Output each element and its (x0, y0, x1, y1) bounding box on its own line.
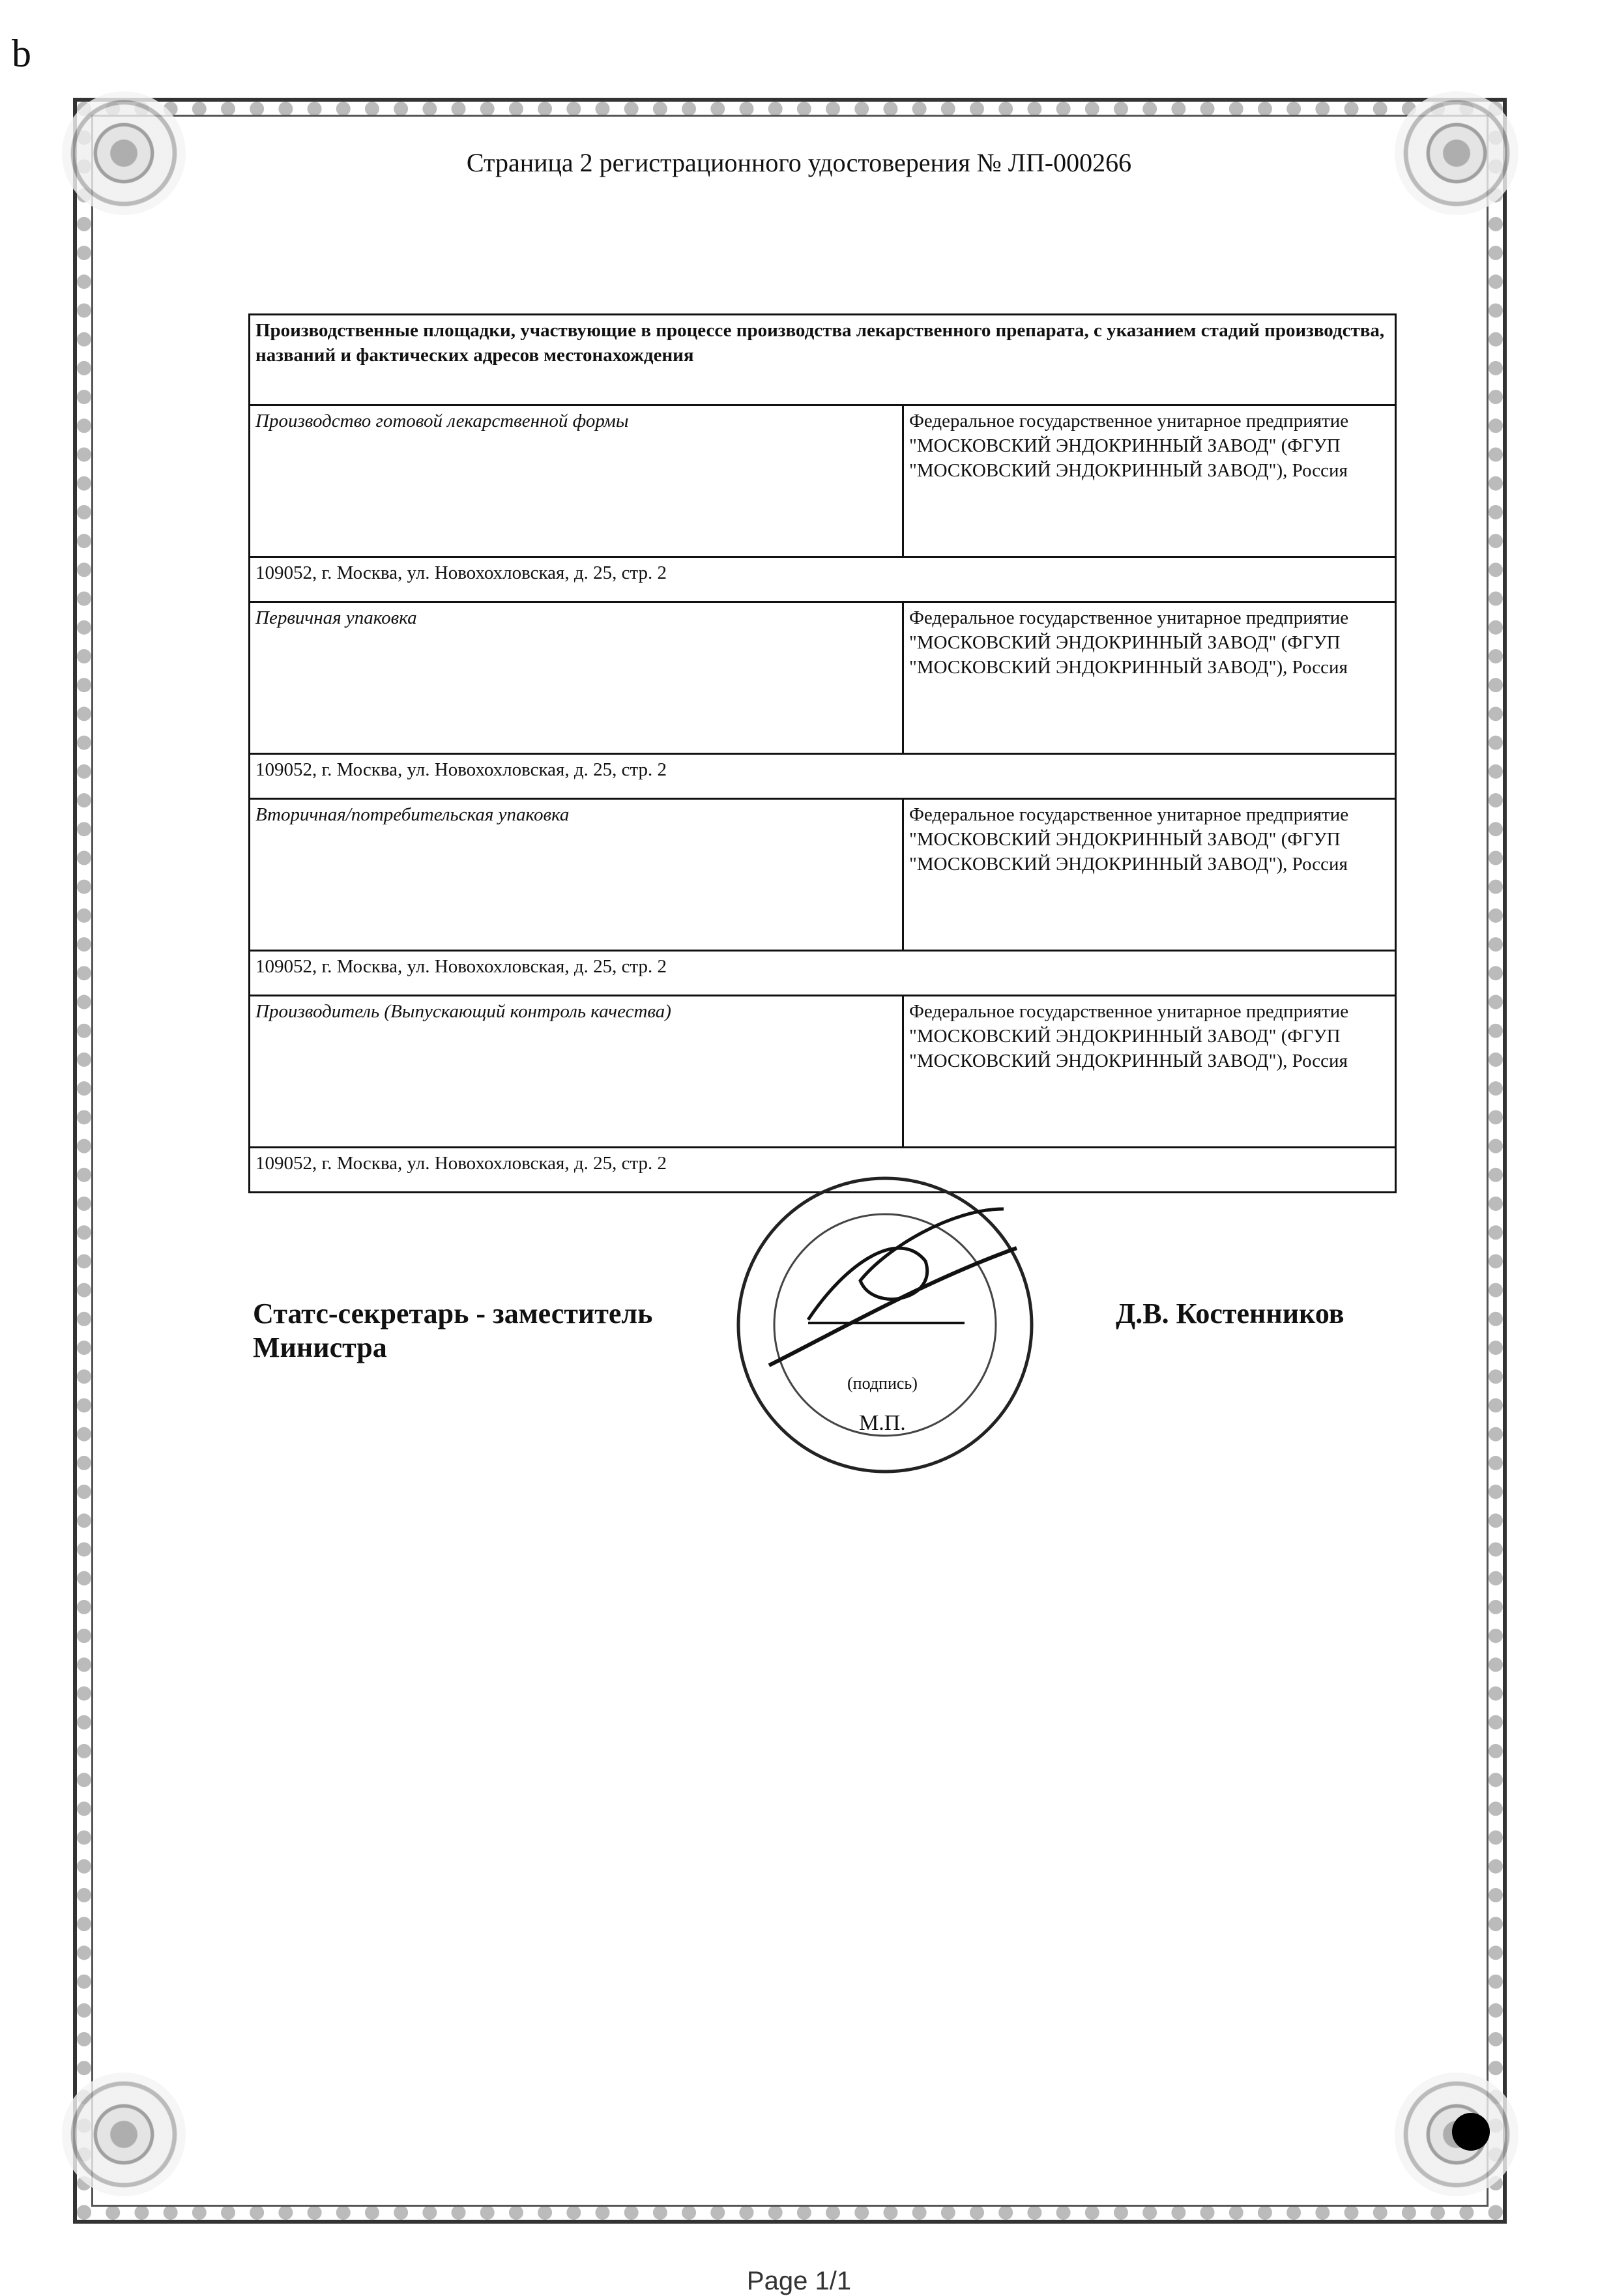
stage-cell: Производство готовой лекарственной формы (250, 405, 903, 557)
table-row (250, 996, 1396, 1148)
position-line-1: Статс-секретарь - заместитель (253, 1298, 653, 1330)
table-header: Производственные площадки, участвующие в процессе производства лекарственного препарата, с указанием стадий производства, названий и фактических адресов местонахождения (250, 315, 1396, 405)
seal-inner-ring (774, 1214, 996, 1436)
address-cell: 109052, г. Москва, ул. Новохохловская, д. 25, стр. 2 (250, 1148, 1396, 1193)
signature-label: (подпись) (847, 1374, 918, 1393)
org-cell: Федеральное государственное унитарное предприятие "МОСКОВСКИЙ ЭНДОКРИННЫЙ ЗАВОД" (ФГУП "МОСКОВСКИЙ ЭНДОКРИННЫЙ ЗАВОД"), Россия (903, 996, 1396, 1148)
production-sites-table (248, 313, 1397, 1193)
black-dot-mark (1452, 2113, 1490, 2151)
table-row (250, 754, 1396, 799)
address-cell: 109052, г. Москва, ул. Новохохловская, д. 25, стр. 2 (250, 754, 1396, 799)
seal-label: М.П. (859, 1411, 906, 1435)
org-cell: Федеральное государственное унитарное предприятие "МОСКОВСКИЙ ЭНДОКРИННЫЙ ЗАВОД" (ФГУП "МОСКОВСКИЙ ЭНДОКРИННЫЙ ЗАВОД"), Россия (903, 602, 1396, 754)
table-row (250, 405, 1396, 557)
handwritten-mark: b (12, 32, 31, 75)
org-cell: Федеральное государственное унитарное предприятие "МОСКОВСКИЙ ЭНДОКРИННЫЙ ЗАВОД" (ФГУП "МОСКОВСКИЙ ЭНДОКРИННЫЙ ЗАВОД"), Россия (903, 405, 1396, 557)
page-footer: Page 1/1 (746, 2267, 852, 2295)
corner-ornament-icon (62, 2072, 186, 2196)
stage-cell: Вторичная/потребительская упаковка (250, 799, 903, 951)
org-cell: Федеральное государственное унитарное предприятие "МОСКОВСКИЙ ЭНДОКРИННЫЙ ЗАВОД" (ФГУП "МОСКОВСКИЙ ЭНДОКРИННЫЙ ЗАВОД"), Россия (903, 799, 1396, 951)
table-row (250, 799, 1396, 951)
page-title: Страница 2 регистрационного удостоверения № ЛП-000266 (466, 148, 1132, 177)
stage-cell: Первичная упаковка (250, 602, 903, 754)
table-row (250, 951, 1396, 996)
address-cell: 109052, г. Москва, ул. Новохохловская, д. 25, стр. 2 (250, 557, 1396, 602)
address-cell: 109052, г. Москва, ул. Новохохловская, д. 25, стр. 2 (250, 951, 1396, 996)
table-row (250, 557, 1396, 602)
signatory-position (253, 1297, 652, 1365)
signatory-name: Д.В. Костенников (1116, 1298, 1344, 1330)
position-line-2: Министра (253, 1331, 387, 1363)
stage-cell: Производитель (Выпускающий контроль качества) (250, 996, 903, 1148)
table-row (250, 602, 1396, 754)
